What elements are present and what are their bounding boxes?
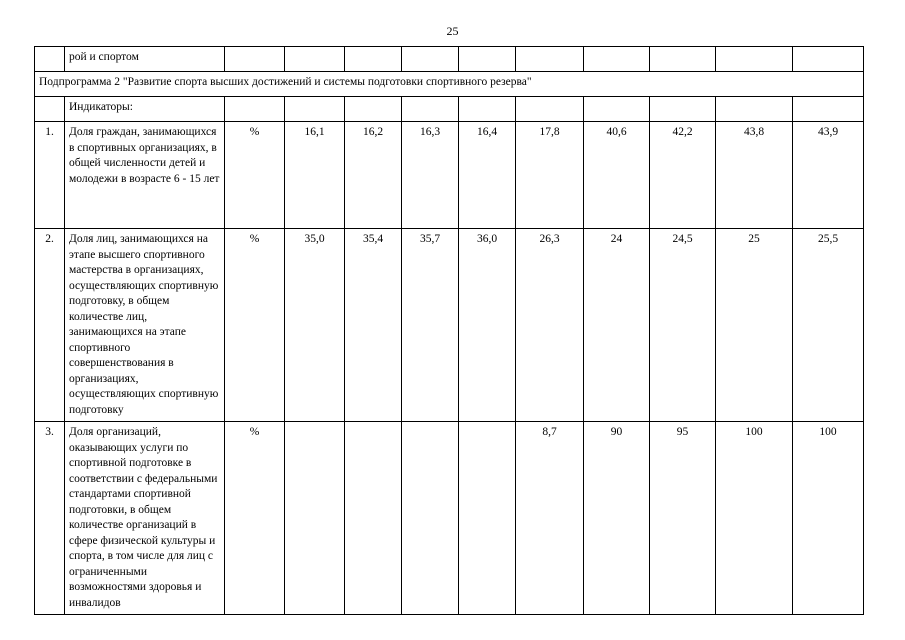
empty-cell [716, 47, 793, 72]
empty-cell [225, 97, 285, 122]
row-number: 1. [35, 122, 65, 229]
num-cell [35, 97, 65, 122]
table-row [35, 72, 864, 97]
value-cell: 43,8 [716, 122, 793, 229]
subprogram-title: Подпрограмма 2 "Развитие спорта высших достижений и системы подготовки спортивного резерва" [35, 72, 864, 97]
num-cell [35, 47, 65, 72]
indicator-name: Доля лиц, занимающихся на этапе высшего спортивного мастерства в организациях, осуществляющих спортивную подготовку, в общем количестве лиц, занимающихся на этапе спортивного совершенствования в организациях, осуществляющих спортивную подготовку [65, 229, 225, 422]
unit-cell: % [225, 122, 285, 229]
table-row [35, 229, 864, 422]
empty-cell [285, 97, 345, 122]
value-cell [285, 422, 345, 615]
value-cell: 35,0 [285, 229, 345, 422]
unit-cell: % [225, 422, 285, 615]
value-cell: 90 [584, 422, 650, 615]
value-cell: 25 [716, 229, 793, 422]
table-row [35, 47, 864, 72]
empty-cell [650, 47, 716, 72]
value-cell: 40,6 [584, 122, 650, 229]
empty-cell [225, 47, 285, 72]
empty-cell [459, 47, 516, 72]
value-cell: 25,5 [793, 229, 864, 422]
empty-cell [516, 97, 584, 122]
value-cell [345, 422, 402, 615]
empty-cell [345, 97, 402, 122]
empty-cell [584, 47, 650, 72]
empty-cell [793, 47, 864, 72]
value-cell: 16,2 [345, 122, 402, 229]
value-cell: 16,4 [459, 122, 516, 229]
empty-cell [650, 97, 716, 122]
row-number: 2. [35, 229, 65, 422]
value-cell: 100 [793, 422, 864, 615]
empty-cell [716, 97, 793, 122]
value-cell: 24,5 [650, 229, 716, 422]
row-number: 3. [35, 422, 65, 615]
value-cell: 26,3 [516, 229, 584, 422]
value-cell [402, 422, 459, 615]
value-cell: 24 [584, 229, 650, 422]
value-cell: 35,4 [345, 229, 402, 422]
table-row [35, 122, 864, 229]
empty-cell [402, 47, 459, 72]
indicators-table [34, 46, 864, 615]
unit-cell: % [225, 229, 285, 422]
table-row [35, 422, 864, 615]
value-cell: 35,7 [402, 229, 459, 422]
value-cell: 43,9 [793, 122, 864, 229]
indicators-heading: Индикаторы: [65, 97, 225, 122]
value-cell: 17,8 [516, 122, 584, 229]
value-cell [459, 422, 516, 615]
empty-cell [402, 97, 459, 122]
indicator-name: Доля организаций, оказывающих услуги по спортивной подготовке в соответствии с федеральными стандартами спортивной подготовки, в общем количестве организаций в сфере физической культуры и спорта, в том числе для лиц с ограниченными возможностями здоровья и инвалидов [65, 422, 225, 615]
value-cell: 16,3 [402, 122, 459, 229]
empty-cell [516, 47, 584, 72]
indicator-name: Доля граждан, занимающихся в спортивных организациях, в общей численности детей и молодежи в возрасте 6 - 15 лет [65, 122, 225, 229]
value-cell: 95 [650, 422, 716, 615]
value-cell: 42,2 [650, 122, 716, 229]
empty-cell [285, 47, 345, 72]
empty-cell [584, 97, 650, 122]
page-number: 25 [446, 24, 459, 38]
empty-cell [459, 97, 516, 122]
empty-cell [345, 47, 402, 72]
table-row [35, 97, 864, 122]
indicator-name-cell: рой и спортом [65, 47, 225, 72]
empty-cell [793, 97, 864, 122]
value-cell: 8,7 [516, 422, 584, 615]
value-cell: 16,1 [285, 122, 345, 229]
value-cell: 100 [716, 422, 793, 615]
value-cell: 36,0 [459, 229, 516, 422]
